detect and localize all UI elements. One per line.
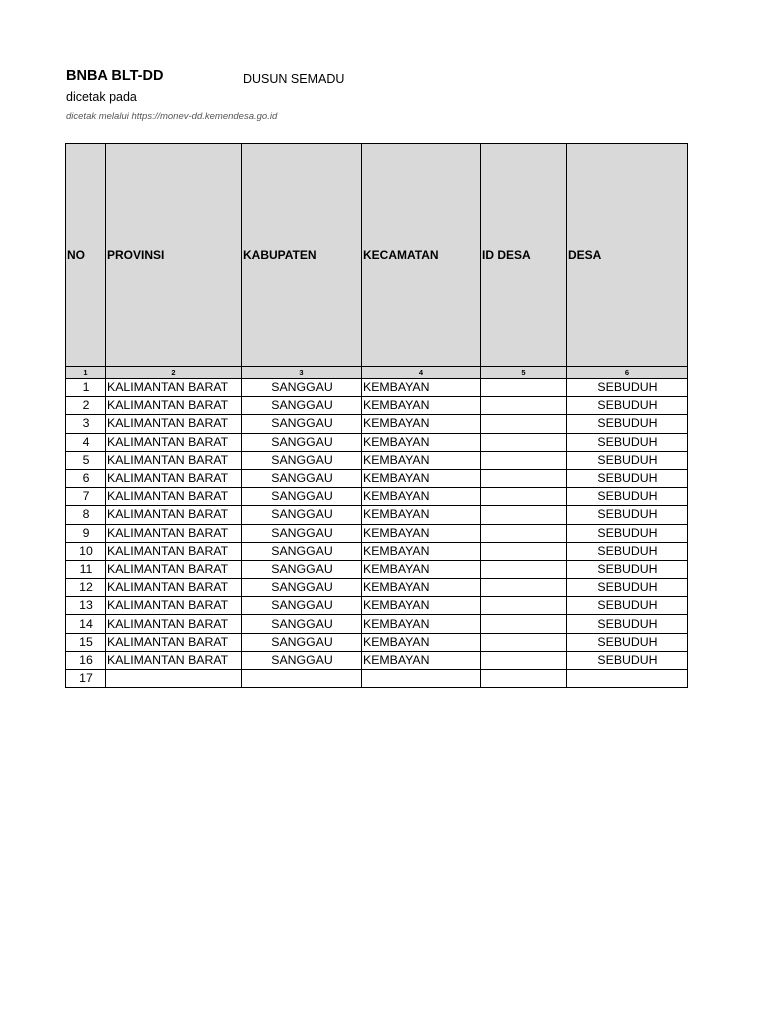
header-kecamatan: KECAMATAN xyxy=(362,144,481,367)
cell-id-desa xyxy=(481,488,567,506)
cell-desa: SEBUDUH xyxy=(567,415,688,433)
column-number: 6 xyxy=(567,367,688,379)
table-row xyxy=(66,397,688,415)
column-number: 1 xyxy=(66,367,106,379)
cell-desa: SEBUDUH xyxy=(567,542,688,560)
cell-id-desa xyxy=(481,433,567,451)
table-row xyxy=(66,542,688,560)
cell-no: 4 xyxy=(66,433,106,451)
cell-desa: SEBUDUH xyxy=(567,579,688,597)
cell-kabupaten: SANGGAU xyxy=(242,433,362,451)
table-row xyxy=(66,633,688,651)
cell-provinsi: KALIMANTAN BARAT xyxy=(106,415,242,433)
cell-id-desa xyxy=(481,415,567,433)
cell-no: 3 xyxy=(66,415,106,433)
header-desa: DESA xyxy=(567,144,688,367)
cell-no: 6 xyxy=(66,469,106,487)
cell-id-desa xyxy=(481,579,567,597)
cell-kecamatan: KEMBAYAN xyxy=(362,579,481,597)
cell-kecamatan: KEMBAYAN xyxy=(362,560,481,578)
cell-kecamatan: KEMBAYAN xyxy=(362,651,481,669)
cell-no: 14 xyxy=(66,615,106,633)
header-provinsi: PROVINSI xyxy=(106,144,242,367)
cell-kabupaten: SANGGAU xyxy=(242,451,362,469)
cell-kecamatan: KEMBAYAN xyxy=(362,469,481,487)
table-row xyxy=(66,451,688,469)
cell-kecamatan: KEMBAYAN xyxy=(362,451,481,469)
cell-id-desa xyxy=(481,651,567,669)
cell-id-desa xyxy=(481,524,567,542)
cell-id-desa xyxy=(481,615,567,633)
column-number: 5 xyxy=(481,367,567,379)
cell-no: 17 xyxy=(66,670,106,688)
cell-no: 11 xyxy=(66,560,106,578)
dusun-label: DUSUN SEMADU xyxy=(243,72,345,86)
cell-provinsi: KALIMANTAN BARAT xyxy=(106,488,242,506)
cell-desa: SEBUDUH xyxy=(567,433,688,451)
cell-desa: SEBUDUH xyxy=(567,560,688,578)
column-number: 3 xyxy=(242,367,362,379)
cell-no: 9 xyxy=(66,524,106,542)
cell-id-desa xyxy=(481,597,567,615)
cell-desa: SEBUDUH xyxy=(567,469,688,487)
cell-kecamatan xyxy=(362,670,481,688)
cell-provinsi: KALIMANTAN BARAT xyxy=(106,524,242,542)
cell-desa xyxy=(567,670,688,688)
cell-no: 7 xyxy=(66,488,106,506)
cell-kabupaten: SANGGAU xyxy=(242,560,362,578)
cell-kabupaten: SANGGAU xyxy=(242,615,362,633)
cell-kabupaten: SANGGAU xyxy=(242,542,362,560)
cell-id-desa xyxy=(481,451,567,469)
cell-desa: SEBUDUH xyxy=(567,615,688,633)
cell-kecamatan: KEMBAYAN xyxy=(362,542,481,560)
cell-desa: SEBUDUH xyxy=(567,524,688,542)
cell-no: 5 xyxy=(66,451,106,469)
cell-provinsi: KALIMANTAN BARAT xyxy=(106,506,242,524)
cell-kecamatan: KEMBAYAN xyxy=(362,615,481,633)
cell-provinsi: KALIMANTAN BARAT xyxy=(106,433,242,451)
table-row xyxy=(66,651,688,669)
cell-provinsi: KALIMANTAN BARAT xyxy=(106,615,242,633)
cell-desa: SEBUDUH xyxy=(567,397,688,415)
printed-on-label: dicetak pada xyxy=(66,90,137,104)
header-id-desa: ID DESA xyxy=(481,144,567,367)
table-row xyxy=(66,670,688,688)
printed-via-label: dicetak melalui https://monev-dd.kemendesa.go.id xyxy=(66,111,278,122)
beneficiary-table xyxy=(65,143,688,688)
cell-kabupaten: SANGGAU xyxy=(242,469,362,487)
table-row xyxy=(66,524,688,542)
cell-kabupaten: SANGGAU xyxy=(242,488,362,506)
cell-kabupaten xyxy=(242,670,362,688)
cell-desa: SEBUDUH xyxy=(567,506,688,524)
cell-provinsi: KALIMANTAN BARAT xyxy=(106,597,242,615)
cell-no: 8 xyxy=(66,506,106,524)
cell-kecamatan: KEMBAYAN xyxy=(362,488,481,506)
cell-kabupaten: SANGGAU xyxy=(242,597,362,615)
cell-kabupaten: SANGGAU xyxy=(242,506,362,524)
cell-id-desa xyxy=(481,633,567,651)
cell-kecamatan: KEMBAYAN xyxy=(362,524,481,542)
cell-provinsi: KALIMANTAN BARAT xyxy=(106,542,242,560)
header-no: NO xyxy=(66,144,106,367)
header-kabupaten: KABUPATEN xyxy=(242,144,362,367)
table-row xyxy=(66,506,688,524)
cell-no: 13 xyxy=(66,597,106,615)
cell-provinsi: KALIMANTAN BARAT xyxy=(106,651,242,669)
table-row xyxy=(66,597,688,615)
cell-no: 1 xyxy=(66,379,106,397)
cell-kabupaten: SANGGAU xyxy=(242,579,362,597)
cell-desa: SEBUDUH xyxy=(567,451,688,469)
cell-id-desa xyxy=(481,397,567,415)
cell-id-desa xyxy=(481,506,567,524)
cell-kabupaten: SANGGAU xyxy=(242,651,362,669)
cell-kecamatan: KEMBAYAN xyxy=(362,397,481,415)
table-row xyxy=(66,560,688,578)
cell-no: 10 xyxy=(66,542,106,560)
cell-provinsi: KALIMANTAN BARAT xyxy=(106,560,242,578)
cell-id-desa xyxy=(481,670,567,688)
table-row xyxy=(66,379,688,397)
cell-provinsi: KALIMANTAN BARAT xyxy=(106,397,242,415)
table-row xyxy=(66,469,688,487)
cell-desa: SEBUDUH xyxy=(567,488,688,506)
cell-kabupaten: SANGGAU xyxy=(242,379,362,397)
cell-kabupaten: SANGGAU xyxy=(242,633,362,651)
cell-no: 12 xyxy=(66,579,106,597)
table-row xyxy=(66,415,688,433)
cell-kecamatan: KEMBAYAN xyxy=(362,433,481,451)
cell-desa: SEBUDUH xyxy=(567,379,688,397)
document-title: BNBA BLT-DD xyxy=(66,68,164,84)
cell-desa: SEBUDUH xyxy=(567,597,688,615)
cell-kabupaten: SANGGAU xyxy=(242,397,362,415)
table-row xyxy=(66,488,688,506)
cell-kecamatan: KEMBAYAN xyxy=(362,597,481,615)
cell-desa: SEBUDUH xyxy=(567,651,688,669)
table-row xyxy=(66,433,688,451)
cell-provinsi: KALIMANTAN BARAT xyxy=(106,579,242,597)
column-number-row xyxy=(66,367,688,379)
cell-provinsi: KALIMANTAN BARAT xyxy=(106,379,242,397)
cell-kabupaten: SANGGAU xyxy=(242,415,362,433)
column-number: 2 xyxy=(106,367,242,379)
table-header-row xyxy=(66,144,688,367)
table-row xyxy=(66,615,688,633)
cell-id-desa xyxy=(481,560,567,578)
column-number: 4 xyxy=(362,367,481,379)
cell-provinsi xyxy=(106,670,242,688)
cell-desa: SEBUDUH xyxy=(567,633,688,651)
cell-no: 15 xyxy=(66,633,106,651)
cell-provinsi: KALIMANTAN BARAT xyxy=(106,469,242,487)
cell-no: 16 xyxy=(66,651,106,669)
cell-id-desa xyxy=(481,542,567,560)
cell-provinsi: KALIMANTAN BARAT xyxy=(106,451,242,469)
table-row xyxy=(66,579,688,597)
cell-provinsi: KALIMANTAN BARAT xyxy=(106,633,242,651)
cell-kecamatan: KEMBAYAN xyxy=(362,633,481,651)
cell-kabupaten: SANGGAU xyxy=(242,524,362,542)
cell-id-desa xyxy=(481,379,567,397)
cell-id-desa xyxy=(481,469,567,487)
cell-kecamatan: KEMBAYAN xyxy=(362,379,481,397)
cell-kecamatan: KEMBAYAN xyxy=(362,415,481,433)
cell-kecamatan: KEMBAYAN xyxy=(362,506,481,524)
cell-no: 2 xyxy=(66,397,106,415)
